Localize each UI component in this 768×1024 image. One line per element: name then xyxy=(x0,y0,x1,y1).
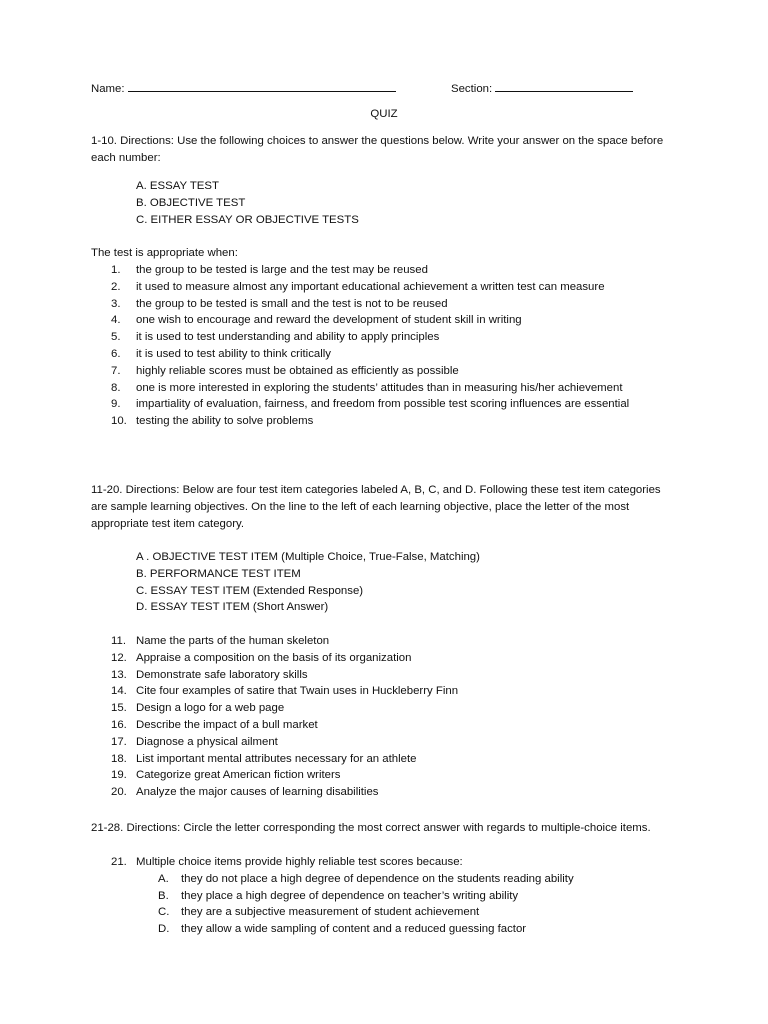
name-label: Name: xyxy=(91,83,125,95)
option-d[interactable] xyxy=(91,921,671,938)
option-letter[interactable]: A. xyxy=(158,872,169,885)
item-number: 16. xyxy=(111,718,127,731)
item-number: 15. xyxy=(111,702,127,715)
part1-directions: 1-10. Directions: Use the following choices to answer the questions below. Write your answer on the space before each number: xyxy=(91,135,664,164)
part2-choices xyxy=(91,549,671,616)
list-item xyxy=(91,784,671,801)
part2-items xyxy=(91,633,671,801)
item-number: 14. xyxy=(111,685,127,698)
page-title: QUIZ xyxy=(370,108,398,120)
item-text: one is more interested in exploring the students’ attitudes than in measuring his/her achievement xyxy=(136,381,623,394)
item-text: Appraise a composition on the basis of its organization xyxy=(136,651,412,664)
item-number: 9. xyxy=(111,398,121,411)
item-text: the group to be tested is large and the test may be reused xyxy=(136,264,428,276)
part1-directions-block xyxy=(91,133,671,167)
list-item xyxy=(91,329,671,346)
option-c[interactable] xyxy=(91,904,671,921)
list-item xyxy=(91,262,671,279)
choice-item: A. ESSAY TEST xyxy=(136,180,219,192)
item-number: 7. xyxy=(111,364,121,377)
option-text: they allow a wide sampling of content and a reduced guessing factor xyxy=(181,923,527,936)
item-text: the group to be tested is small and the test is not to be reused xyxy=(136,297,448,310)
list-item xyxy=(91,767,671,784)
option-text: they are a subjective measurement of student achievement xyxy=(181,906,480,919)
list-item xyxy=(91,346,671,363)
item-text: Describe the impact of a bull market xyxy=(136,718,318,731)
item-text: it is used to test ability to think critically xyxy=(136,347,331,360)
question-21 xyxy=(91,854,671,938)
item-number: 5. xyxy=(111,331,121,344)
option-a[interactable] xyxy=(91,871,671,888)
name-field xyxy=(91,78,396,98)
item-number: 13. xyxy=(111,668,127,681)
part3-directions-block xyxy=(91,820,671,837)
list-item xyxy=(91,396,671,413)
option-letter[interactable]: B. xyxy=(158,889,169,902)
list-item xyxy=(91,312,671,329)
list-item xyxy=(91,279,671,296)
item-text: List important mental attributes necessary for an athlete xyxy=(136,752,417,765)
item-number: 1. xyxy=(111,264,121,276)
choice-item: B. PERFORMANCE TEST ITEM xyxy=(136,567,301,580)
list-item xyxy=(91,633,671,650)
item-text: it used to measure almost any important educational achievement a written test can measure xyxy=(136,280,605,293)
item-text: Demonstrate safe laboratory skills xyxy=(136,668,308,681)
item-text: it is used to test understanding and ability to apply principles xyxy=(136,331,440,344)
part1-items xyxy=(91,262,671,430)
item-text: Cite four examples of satire that Twain uses in Huckleberry Finn xyxy=(136,685,459,698)
item-number: 10. xyxy=(111,415,127,428)
item-number: 20. xyxy=(111,786,127,799)
item-text: Categorize great American fiction writers xyxy=(136,769,341,782)
item-number: 4. xyxy=(111,314,121,327)
list-item xyxy=(91,717,671,734)
part1-choices xyxy=(91,178,671,228)
section-field xyxy=(451,78,633,98)
item-text: Design a logo for a web page xyxy=(136,702,285,715)
item-text: testing the ability to solve problems xyxy=(136,415,314,428)
option-text: they place a high degree of dependence on teacher’s writing ability xyxy=(181,889,519,902)
item-text: Name the parts of the human skeleton xyxy=(136,635,330,647)
item-text: Diagnose a physical ailment xyxy=(136,735,278,748)
list-item xyxy=(91,380,671,397)
list-item xyxy=(91,650,671,667)
section-blank-line[interactable] xyxy=(495,78,633,92)
item-number: 6. xyxy=(111,347,121,360)
item-number: 12. xyxy=(111,651,127,664)
question-21-stem xyxy=(91,854,671,871)
question-21-options xyxy=(91,871,671,938)
name-blank-line[interactable] xyxy=(128,78,396,92)
item-number: 3. xyxy=(111,297,121,310)
list-item xyxy=(91,683,671,700)
list-item xyxy=(91,734,671,751)
list-item xyxy=(91,751,671,768)
list-item xyxy=(91,700,671,717)
part2-directions-block xyxy=(91,482,671,532)
item-number: 2. xyxy=(111,280,121,293)
item-number: 18. xyxy=(111,752,127,765)
item-text: Analyze the major causes of learning disabilities xyxy=(136,786,379,799)
choice-item: D. ESSAY TEST ITEM (Short Answer) xyxy=(136,601,329,614)
part2-directions: 11-20. Directions: Below are four test item categories labeled A, B, C, and D. Following these test item categories are sample learning objectives. On the line to the left of each learning objective, place the letter of the most appropriate test item category. xyxy=(91,484,661,530)
item-number: 19. xyxy=(111,769,127,782)
item-number: 17. xyxy=(111,735,127,748)
part1-lead: The test is appropriate when: xyxy=(91,247,238,259)
list-item xyxy=(91,667,671,684)
question-number: 21. xyxy=(111,856,127,868)
option-text: they do not place a high degree of dependence on the students reading ability xyxy=(181,872,574,885)
list-item xyxy=(91,296,671,313)
item-number: 11. xyxy=(111,635,126,647)
option-b[interactable] xyxy=(91,888,671,905)
section-label: Section: xyxy=(451,83,493,95)
choice-item: C. ESSAY TEST ITEM (Extended Response) xyxy=(136,584,364,597)
choice-item: C. EITHER ESSAY OR OBJECTIVE TESTS xyxy=(136,213,359,226)
option-letter[interactable]: D. xyxy=(158,923,170,936)
header-fields xyxy=(91,78,691,95)
item-number: 8. xyxy=(111,381,121,394)
option-letter[interactable]: C. xyxy=(158,906,170,919)
choice-item: B. OBJECTIVE TEST xyxy=(136,196,246,209)
part3-directions: 21-28. Directions: Circle the letter corresponding the most correct answer with regards to multiple-choice items. xyxy=(91,822,651,834)
item-text: highly reliable scores must be obtained as efficiently as possible xyxy=(136,364,459,377)
item-text: impartiality of evaluation, fairness, and freedom from possible test scoring influences are essential xyxy=(136,398,630,411)
list-item xyxy=(91,363,671,380)
question-text: Multiple choice items provide highly reliable test scores because: xyxy=(136,856,463,868)
choice-item: A . OBJECTIVE TEST ITEM (Multiple Choice, True-False, Matching) xyxy=(136,551,480,563)
list-item xyxy=(91,413,671,430)
item-text: one wish to encourage and reward the development of student skill in writing xyxy=(136,314,522,327)
